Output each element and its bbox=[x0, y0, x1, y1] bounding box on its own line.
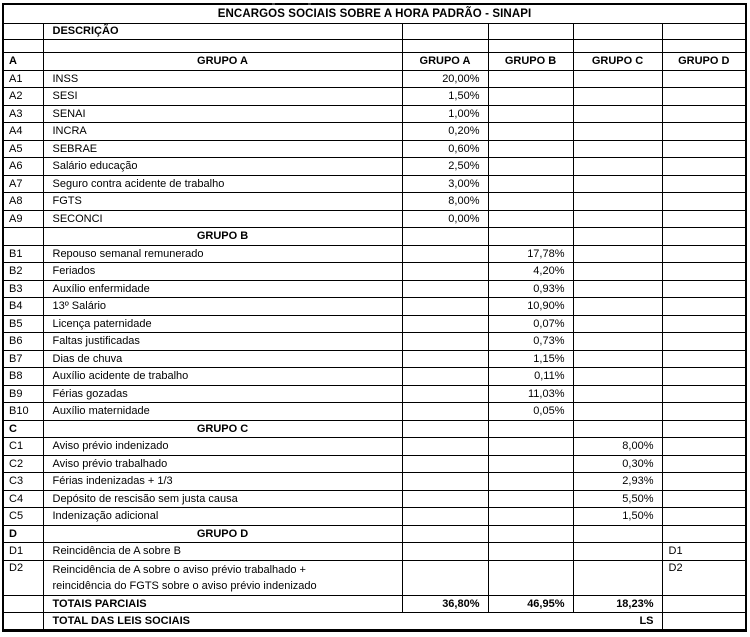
value-grupo-d bbox=[662, 490, 746, 508]
value-grupo-b bbox=[488, 455, 573, 473]
value-grupo-d bbox=[662, 280, 746, 298]
row-code: B2 bbox=[3, 263, 43, 281]
row-description: INCRA bbox=[43, 123, 402, 141]
value-grupo-d bbox=[662, 263, 746, 281]
table-row bbox=[3, 385, 746, 403]
row-code: C2 bbox=[3, 455, 43, 473]
value-grupo-d bbox=[662, 333, 746, 351]
table-row bbox=[3, 280, 746, 298]
value-grupo-b: 10,90% bbox=[488, 298, 573, 316]
row-code: A7 bbox=[3, 175, 43, 193]
value-grupo-d bbox=[662, 175, 746, 193]
group-header-row bbox=[3, 228, 746, 246]
row-code: B3 bbox=[3, 280, 43, 298]
value-grupo-b: 4,20% bbox=[488, 263, 573, 281]
row-description: Seguro contra acidente de trabalho bbox=[43, 175, 402, 193]
table-row bbox=[3, 508, 746, 526]
value-grupo-d bbox=[662, 595, 746, 613]
row-description: Aviso prévio trabalhado bbox=[43, 455, 402, 473]
table-row bbox=[3, 39, 746, 52]
value-grupo-c bbox=[573, 88, 662, 106]
value-grupo-a: 0,20% bbox=[402, 123, 488, 141]
row-code: B8 bbox=[3, 368, 43, 386]
group-label: GRUPO D bbox=[43, 525, 402, 543]
table-title: ENCARGOS SOCIAIS SOBRE A HORA PADRÃO - SINAPI bbox=[3, 4, 746, 23]
row-description: SEBRAE bbox=[43, 140, 402, 158]
clipped-text-fragment bbox=[308, 3, 311, 5]
row-description: Faltas justificadas bbox=[43, 333, 402, 351]
row-code bbox=[3, 595, 43, 613]
empty-cell bbox=[573, 39, 662, 52]
row-description: FGTS bbox=[43, 193, 402, 211]
value-grupo-b bbox=[488, 105, 573, 123]
row-code: D1 bbox=[3, 543, 43, 561]
totals-label: TOTAIS PARCIAIS bbox=[43, 595, 402, 613]
value-grupo-c: 1,50% bbox=[573, 508, 662, 526]
value-grupo-b: 17,78% bbox=[488, 245, 573, 263]
value-grupo-c bbox=[573, 175, 662, 193]
row-code: B6 bbox=[3, 333, 43, 351]
value-grupo-b bbox=[488, 70, 573, 88]
grand-total-label: TOTAL DAS LEIS SOCIAIS bbox=[52, 614, 191, 627]
value-grupo-b: 46,95% bbox=[488, 595, 573, 613]
value-grupo-a bbox=[402, 280, 488, 298]
table-row bbox=[3, 175, 746, 193]
totals-row bbox=[3, 595, 746, 613]
value-grupo-d bbox=[662, 140, 746, 158]
row-code bbox=[3, 613, 43, 631]
row-code: D2 bbox=[3, 560, 43, 595]
value-grupo-d bbox=[662, 193, 746, 211]
header-grupo-a: GRUPO A bbox=[402, 52, 488, 70]
table-row bbox=[3, 123, 746, 141]
value-grupo-a bbox=[402, 333, 488, 351]
header-grupo-c: GRUPO C bbox=[573, 52, 662, 70]
row-description: Dias de chuva bbox=[43, 350, 402, 368]
row-description: Repouso semanal remunerado bbox=[43, 245, 402, 263]
value-grupo-d bbox=[662, 350, 746, 368]
row-description: Auxílio enfermidade bbox=[43, 280, 402, 298]
row-description: Auxílio maternidade bbox=[43, 403, 402, 421]
description-line-1: Reincidência de A sobre o aviso prévio trabalhado + bbox=[52, 563, 306, 576]
header-group-label: GRUPO A bbox=[43, 52, 402, 70]
value-grupo-a bbox=[402, 560, 488, 595]
encargos-sociais-table bbox=[2, 3, 747, 632]
value-grupo-a bbox=[402, 263, 488, 281]
value-grupo-c bbox=[573, 560, 662, 595]
value-grupo-b bbox=[488, 193, 573, 211]
value-grupo-b: 0,73% bbox=[488, 333, 573, 351]
row-code: A8 bbox=[3, 193, 43, 211]
value-grupo-c bbox=[573, 280, 662, 298]
row-description: Férias gozadas bbox=[43, 385, 402, 403]
row-code: C3 bbox=[3, 473, 43, 491]
value-grupo-d bbox=[662, 368, 746, 386]
value-grupo-c bbox=[573, 543, 662, 561]
value-grupo-a: 2,50% bbox=[402, 158, 488, 176]
value-grupo-a bbox=[402, 473, 488, 491]
table-row bbox=[3, 4, 746, 23]
group-label: GRUPO C bbox=[43, 420, 402, 438]
table-row bbox=[3, 473, 746, 491]
row-code: C4 bbox=[3, 490, 43, 508]
table-row bbox=[3, 23, 746, 39]
table-row bbox=[3, 543, 746, 561]
empty-cell bbox=[3, 39, 43, 52]
value-grupo-a: 36,80% bbox=[402, 595, 488, 613]
table-row bbox=[3, 193, 746, 211]
value-grupo-c bbox=[573, 403, 662, 421]
value-grupo-b bbox=[488, 158, 573, 176]
value-grupo-b bbox=[488, 473, 573, 491]
value-grupo-c bbox=[573, 105, 662, 123]
value-grupo-c bbox=[573, 245, 662, 263]
table-row bbox=[3, 490, 746, 508]
group-header-row bbox=[3, 420, 746, 438]
empty-cell bbox=[488, 525, 573, 543]
value-grupo-a bbox=[402, 438, 488, 456]
empty-cell bbox=[402, 525, 488, 543]
empty-cell bbox=[662, 23, 746, 39]
empty-cell bbox=[402, 39, 488, 52]
value-grupo-d bbox=[662, 123, 746, 141]
row-code: B5 bbox=[3, 315, 43, 333]
row-code: C5 bbox=[3, 508, 43, 526]
value-grupo-c bbox=[573, 315, 662, 333]
row-code: A6 bbox=[3, 158, 43, 176]
empty-cell bbox=[488, 39, 573, 52]
value-grupo-a bbox=[402, 543, 488, 561]
row-description: INSS bbox=[43, 70, 402, 88]
value-grupo-d bbox=[662, 210, 746, 228]
empty-cell bbox=[402, 23, 488, 39]
empty-cell bbox=[662, 420, 746, 438]
empty-cell bbox=[488, 228, 573, 246]
row-code: C bbox=[3, 420, 43, 438]
empty-cell bbox=[488, 420, 573, 438]
row-description: Reincidência de A sobre B bbox=[43, 543, 402, 561]
row-code: B4 bbox=[3, 298, 43, 316]
table-row bbox=[3, 52, 746, 70]
value-grupo-c bbox=[573, 123, 662, 141]
value-grupo-a: 0,00% bbox=[402, 210, 488, 228]
table-row bbox=[3, 158, 746, 176]
row-code: A5 bbox=[3, 140, 43, 158]
value-grupo-a: 20,00% bbox=[402, 70, 488, 88]
row-description: SENAI bbox=[43, 105, 402, 123]
value-grupo-c bbox=[573, 263, 662, 281]
row-code: B10 bbox=[3, 403, 43, 421]
value-grupo-a bbox=[402, 368, 488, 386]
group-header-row bbox=[3, 525, 746, 543]
row-code: A2 bbox=[3, 88, 43, 106]
value-grupo-d bbox=[662, 158, 746, 176]
row-description: Feriados bbox=[43, 263, 402, 281]
empty-cell bbox=[573, 525, 662, 543]
table-row bbox=[3, 298, 746, 316]
table-row bbox=[3, 350, 746, 368]
value-grupo-b bbox=[488, 210, 573, 228]
description-header: DESCRIÇÃO bbox=[43, 23, 402, 39]
table-row bbox=[3, 438, 746, 456]
value-grupo-b bbox=[488, 560, 573, 595]
value-grupo-d bbox=[662, 438, 746, 456]
row-description: SESI bbox=[43, 88, 402, 106]
value-grupo-b bbox=[488, 88, 573, 106]
value-grupo-d bbox=[662, 315, 746, 333]
grupo-d-note: D1 bbox=[662, 543, 746, 561]
value-grupo-c: 18,23% bbox=[573, 595, 662, 613]
value-grupo-b: 0,11% bbox=[488, 368, 573, 386]
table-row bbox=[3, 315, 746, 333]
empty-cell bbox=[573, 228, 662, 246]
row-code: A1 bbox=[3, 70, 43, 88]
value-grupo-c: 2,93% bbox=[573, 473, 662, 491]
value-grupo-b: 11,03% bbox=[488, 385, 573, 403]
value-grupo-d bbox=[662, 403, 746, 421]
value-grupo-c bbox=[573, 70, 662, 88]
row-code: D bbox=[3, 525, 43, 543]
value-grupo-b: 1,15% bbox=[488, 350, 573, 368]
row-description: Aviso prévio indenizado bbox=[43, 438, 402, 456]
grupo-d-note: D2 bbox=[662, 560, 746, 595]
empty-cell bbox=[402, 228, 488, 246]
row-code: B1 bbox=[3, 245, 43, 263]
value-grupo-a bbox=[402, 245, 488, 263]
value-grupo-d bbox=[662, 455, 746, 473]
table-row bbox=[3, 88, 746, 106]
row-description: Férias indenizadas + 1/3 bbox=[43, 473, 402, 491]
value-grupo-a bbox=[402, 490, 488, 508]
table-row bbox=[3, 455, 746, 473]
table-row bbox=[3, 368, 746, 386]
table-row bbox=[3, 245, 746, 263]
value-grupo-a bbox=[402, 385, 488, 403]
row-code: A9 bbox=[3, 210, 43, 228]
description-line-2: reincidência do FGTS sobre o aviso prévio indenizado bbox=[52, 579, 317, 592]
empty-cell bbox=[573, 23, 662, 39]
grand-total-row bbox=[3, 613, 746, 631]
row-code: C1 bbox=[3, 438, 43, 456]
value-grupo-c bbox=[573, 210, 662, 228]
row-description: Salário educação bbox=[43, 158, 402, 176]
value-grupo-a bbox=[402, 350, 488, 368]
row-description: Auxílio acidente de trabalho bbox=[43, 368, 402, 386]
value-grupo-a: 1,50% bbox=[402, 88, 488, 106]
value-grupo-b bbox=[488, 123, 573, 141]
value-grupo-c bbox=[573, 158, 662, 176]
value-grupo-d bbox=[662, 245, 746, 263]
value-grupo-b bbox=[488, 508, 573, 526]
row-code: A4 bbox=[3, 123, 43, 141]
value-grupo-b bbox=[488, 543, 573, 561]
value-grupo-a: 1,00% bbox=[402, 105, 488, 123]
value-grupo-a: 3,00% bbox=[402, 175, 488, 193]
empty-cell bbox=[662, 525, 746, 543]
value-grupo-a bbox=[402, 455, 488, 473]
value-grupo-b: 0,93% bbox=[488, 280, 573, 298]
row-code: B7 bbox=[3, 350, 43, 368]
value-grupo-b bbox=[488, 490, 573, 508]
value-grupo-a: 8,00% bbox=[402, 193, 488, 211]
value-grupo-c bbox=[573, 193, 662, 211]
value-grupo-c bbox=[573, 140, 662, 158]
header-grupo-b: GRUPO B bbox=[488, 52, 573, 70]
value-grupo-b bbox=[488, 175, 573, 193]
row-code bbox=[3, 23, 43, 39]
grand-total-cell bbox=[43, 613, 662, 631]
value-grupo-c bbox=[573, 350, 662, 368]
value-grupo-b bbox=[488, 438, 573, 456]
value-grupo-a bbox=[402, 508, 488, 526]
grand-total-inner bbox=[44, 615, 662, 627]
row-description: Indenização adicional bbox=[43, 508, 402, 526]
table-row bbox=[3, 105, 746, 123]
value-grupo-c bbox=[573, 298, 662, 316]
table-row bbox=[3, 263, 746, 281]
value-grupo-c: 5,50% bbox=[573, 490, 662, 508]
value-grupo-d bbox=[662, 88, 746, 106]
group-label: GRUPO B bbox=[43, 228, 402, 246]
value-grupo-c bbox=[573, 333, 662, 351]
ls-value: LS bbox=[639, 614, 654, 627]
empty-cell bbox=[43, 39, 402, 52]
empty-cell bbox=[573, 420, 662, 438]
value-grupo-b: 0,07% bbox=[488, 315, 573, 333]
value-grupo-d bbox=[662, 385, 746, 403]
value-grupo-d bbox=[662, 105, 746, 123]
row-description: SECONCI bbox=[43, 210, 402, 228]
value-grupo-d bbox=[662, 473, 746, 491]
value-grupo-b: 0,05% bbox=[488, 403, 573, 421]
table-row bbox=[3, 210, 746, 228]
table-row bbox=[3, 333, 746, 351]
value-grupo-a bbox=[402, 315, 488, 333]
table-row bbox=[3, 403, 746, 421]
value-grupo-c bbox=[573, 368, 662, 386]
value-grupo-c: 0,30% bbox=[573, 455, 662, 473]
row-description: Licença paternidade bbox=[43, 315, 402, 333]
header-code: A bbox=[3, 52, 43, 70]
table-row bbox=[3, 70, 746, 88]
value-grupo-d bbox=[662, 70, 746, 88]
empty-cell bbox=[488, 23, 573, 39]
value-grupo-a bbox=[402, 403, 488, 421]
row-description: Depósito de rescisão sem justa causa bbox=[43, 490, 402, 508]
value-grupo-d bbox=[662, 298, 746, 316]
value-grupo-d bbox=[662, 508, 746, 526]
empty-cell bbox=[402, 420, 488, 438]
empty-cell bbox=[662, 228, 746, 246]
table-row bbox=[3, 560, 746, 595]
value-grupo-b bbox=[488, 140, 573, 158]
value-grupo-c: 8,00% bbox=[573, 438, 662, 456]
empty-cell bbox=[662, 39, 746, 52]
value-grupo-a bbox=[402, 298, 488, 316]
row-code bbox=[3, 228, 43, 246]
row-code: B9 bbox=[3, 385, 43, 403]
row-description: 13º Salário bbox=[43, 298, 402, 316]
table-row bbox=[3, 140, 746, 158]
row-code: A3 bbox=[3, 105, 43, 123]
row-description bbox=[43, 560, 402, 595]
value-grupo-a: 0,60% bbox=[402, 140, 488, 158]
value-grupo-c bbox=[573, 385, 662, 403]
header-grupo-d: GRUPO D bbox=[662, 52, 746, 70]
empty-cell bbox=[662, 613, 746, 631]
clipped-text-fragment bbox=[272, 3, 275, 5]
